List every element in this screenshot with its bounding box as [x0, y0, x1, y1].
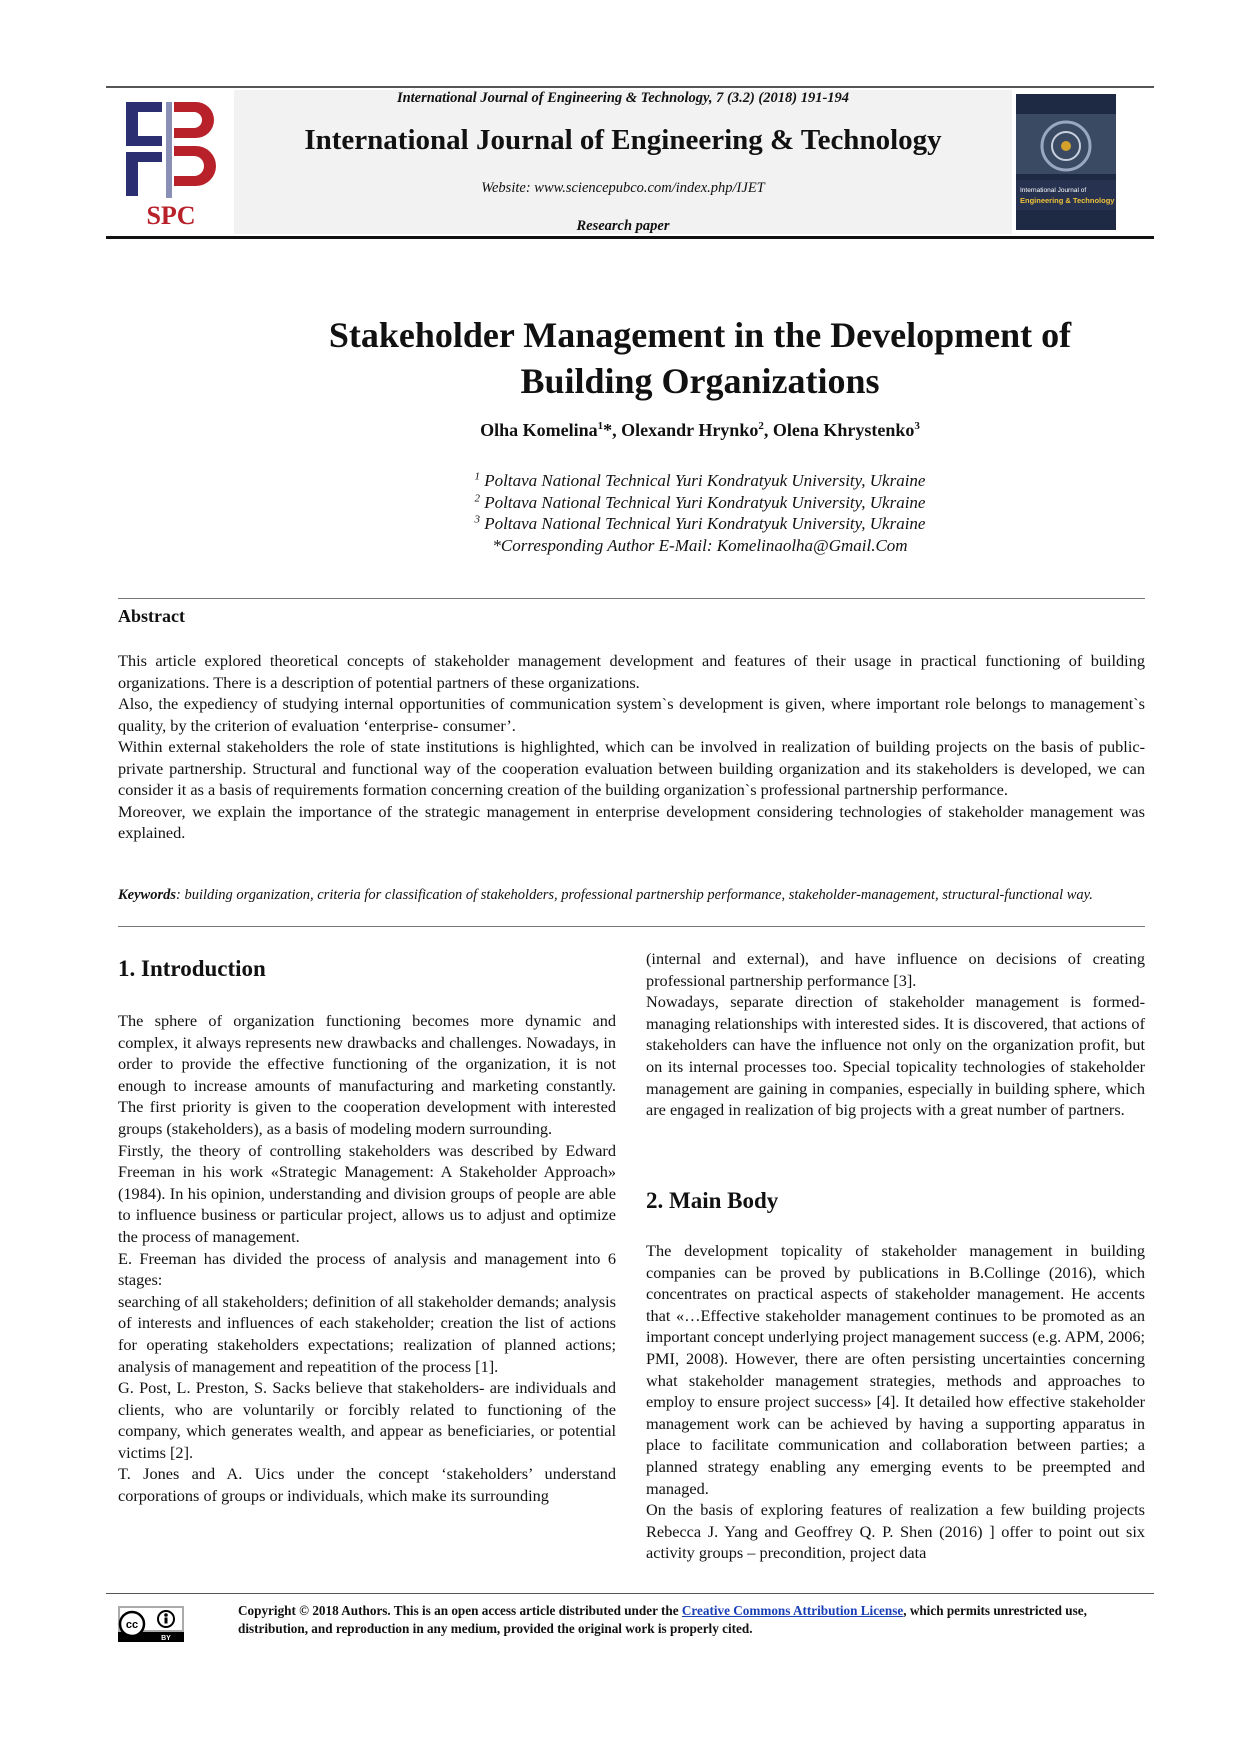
- body-paragraph: Firstly, the theory of controlling stakeholders was described by Edward Freeman in his work «Strategic Management: A Stakeholder Approach» (1984). In his opinion, understanding and division groups of people are able to influence business or particular project, allows us to adjust and optimize the process of management.: [118, 1140, 616, 1246]
- body-paragraph: The sphere of organization functioning becomes more dynamic and complex, it always represents new drawbacks and challenges. Nowadays, in order to provide the effective functioning of the organization, it is not enough to increase amounts of manufacturing and marketing constantly. The first priority is given to the cooperation development with interested groups (stakeholders), as a basis of modeling modern surrounding.: [118, 1011, 616, 1138]
- body-paragraph: G. Post, L. Preston, S. Sacks believe that stakeholders- are individuals and clients, who are voluntarily or forcibly related to functioning of the company, which generates wealth, and appear as beneficiaries, or potential victims [2].: [118, 1378, 616, 1462]
- cc-by-license-icon[interactable]: [118, 1606, 184, 1642]
- section-heading-introduction: 1. Introduction: [118, 956, 266, 981]
- spc-logo: [118, 94, 224, 232]
- corresponding-author: *Corresponding Author E-Mail: Komelinaolha@Gmail.Com: [492, 535, 908, 555]
- paper-title: Stakeholder Management in the Development of Building Organizations: [328, 315, 1072, 401]
- abstract-heading: Abstract: [118, 606, 185, 626]
- header-top-rule: [106, 86, 1154, 88]
- body-paragraph: (internal and external), and have influence on decisions of creating professional partnership performance [3].: [646, 949, 1145, 990]
- section-heading-main-body: 2. Main Body: [646, 1188, 779, 1213]
- author: Olena Khrystenko: [772, 420, 915, 440]
- header-band: [234, 90, 1012, 234]
- cover-text-2: Engineering & Technology: [1020, 196, 1115, 205]
- body-paragraph: E. Freeman has divided the process of analysis and management into 6 stages:: [118, 1248, 616, 1290]
- left-column: [118, 1010, 616, 1507]
- journal-cover-image: [1016, 94, 1116, 230]
- logo-text: SPC: [146, 201, 196, 230]
- right-column-section2: [646, 1240, 1145, 1564]
- abstract-body: [118, 650, 1145, 844]
- svg-text:BY: BY: [161, 1635, 171, 1642]
- abstract-bottom-rule: [118, 926, 1145, 927]
- svg-text:cc: cc: [125, 1619, 139, 1631]
- cover-text-1: International Journal of: [1020, 187, 1087, 194]
- abstract-paragraph: Moreover, we explain the importance of the strategic management in enterprise development considering technologies of stakeholder management was explained.: [118, 801, 1145, 842]
- right-column: [646, 948, 1145, 1121]
- journal-citation: International Journal of Engineering & Technology, 7 (3.2) (2018) 191-194: [396, 90, 850, 106]
- journal-website[interactable]: Website: www.sciencepubco.com/index.php/IJET: [481, 180, 765, 196]
- license-link[interactable]: Creative Commons Attribution License: [681, 1603, 904, 1618]
- abstract-paragraph: Also, the expediency of studying internal opportunities of communication system`s development is given, where important role belongs to management`s quality, by the criterion of evaluation ‘enterprise- consumer’.: [118, 694, 1145, 735]
- keywords: Keywords: building organization, criteria for classification of stakeholders, professional partnership performance, stakeholder-management, structural-functional way.: [118, 887, 1093, 903]
- footer-rule: [106, 1593, 1154, 1594]
- abstract-paragraph: This article explored theoretical concepts of stakeholder management development and features of their usage in practical functioning of building organizations. There is a description of potential partners of these organizations.: [118, 651, 1145, 692]
- author: Olexandr Hrynko: [621, 420, 759, 440]
- header-bottom-rule: [106, 236, 1154, 239]
- body-paragraph: Nowadays, separate direction of stakeholder management is formed- managing relationships with interested sides. It is discovered, that actions of stakeholders can have the influence not only on the organization profit, but on its internal processes too. Special topicality technologies of stakeholder management are gaining in companies, especially in building sphere, which are engaged in realization of big projects with a great number of partners.: [646, 992, 1145, 1120]
- journal-title: International Journal of Engineering & Technology: [304, 124, 942, 156]
- affiliation: $^3$ Poltava National Technical Yuri Kondratyuk University, Ukraine: [474, 513, 926, 533]
- affiliations: [160, 470, 1240, 556]
- affiliation: $^2$ Poltava National Technical Yuri Kondratyuk University, Ukraine: [474, 491, 926, 512]
- author-list: Olha Komelina$^1$*, Olexandr Hrynko$^2$, Olena Khrystenko$^3$: [480, 420, 920, 440]
- body-paragraph: On the basis of exploring features of realization a few building projects Rebecca J. Yang and Geoffrey Q. P. Shen (2016) ] offer to point out six activity groups – precondition, project data: [646, 1500, 1145, 1563]
- abstract-top-rule: [118, 598, 1145, 599]
- copyright-notice: Copyright © 2018 Authors. This is an open access article distributed under the Creative Commons Attribution License, which permits unrestricted use, distribution, and reproduction in any medium, provided the original work is properly cited.: [238, 1603, 1087, 1636]
- abstract-paragraph: Within external stakeholders the role of state institutions is highlighted, which can be involved in realization of building projects on the basis of public-private partnership. Structural and functional way of the cooperation evaluation between building organization and its stakeholders is developed, we can consider it as a basis of requirements formation concerning creation of the building organization`s professional partnership performance.: [118, 737, 1145, 799]
- body-paragraph: T. Jones and A. Uics under the concept ‘stakeholders’ understand corporations of groups or individuals, which make its surrounding: [118, 1464, 616, 1506]
- paper-type: Research paper: [576, 218, 670, 234]
- body-paragraph: The development topicality of stakeholder management in building companies can be proved by publications in B.Collinge (2016), which concentrates on practical aspects of stakeholder management. He accents that «…Effective stakeholder management continues to be promoted as an important concept underlying project management success (e.g. APM, 2006; PMI, 2008). However, there are often persisting uncertainties concerning what stakeholder management strategies, methods and approaches to employ to ensure project success» [4]. It detailed how effective stakeholder management work can be achieved by having a supporting apparatus in place to facilitate communication and collaboration between parties; a planned strategy enabling any emerging events to be preempted and managed.: [646, 1241, 1145, 1498]
- author: Olha Komelina: [480, 420, 598, 440]
- affiliation: $^1$ Poltava National Technical Yuri Kondratyuk University, Ukraine: [474, 470, 926, 490]
- body-paragraph: searching of all stakeholders; definition of all stakeholder demands; analysis of interests and influences of each stakeholder; creation the list of actions for operating stakeholders expectations; realization of planned actions; analysis of management and repeatition of the process [1].: [118, 1291, 616, 1376]
